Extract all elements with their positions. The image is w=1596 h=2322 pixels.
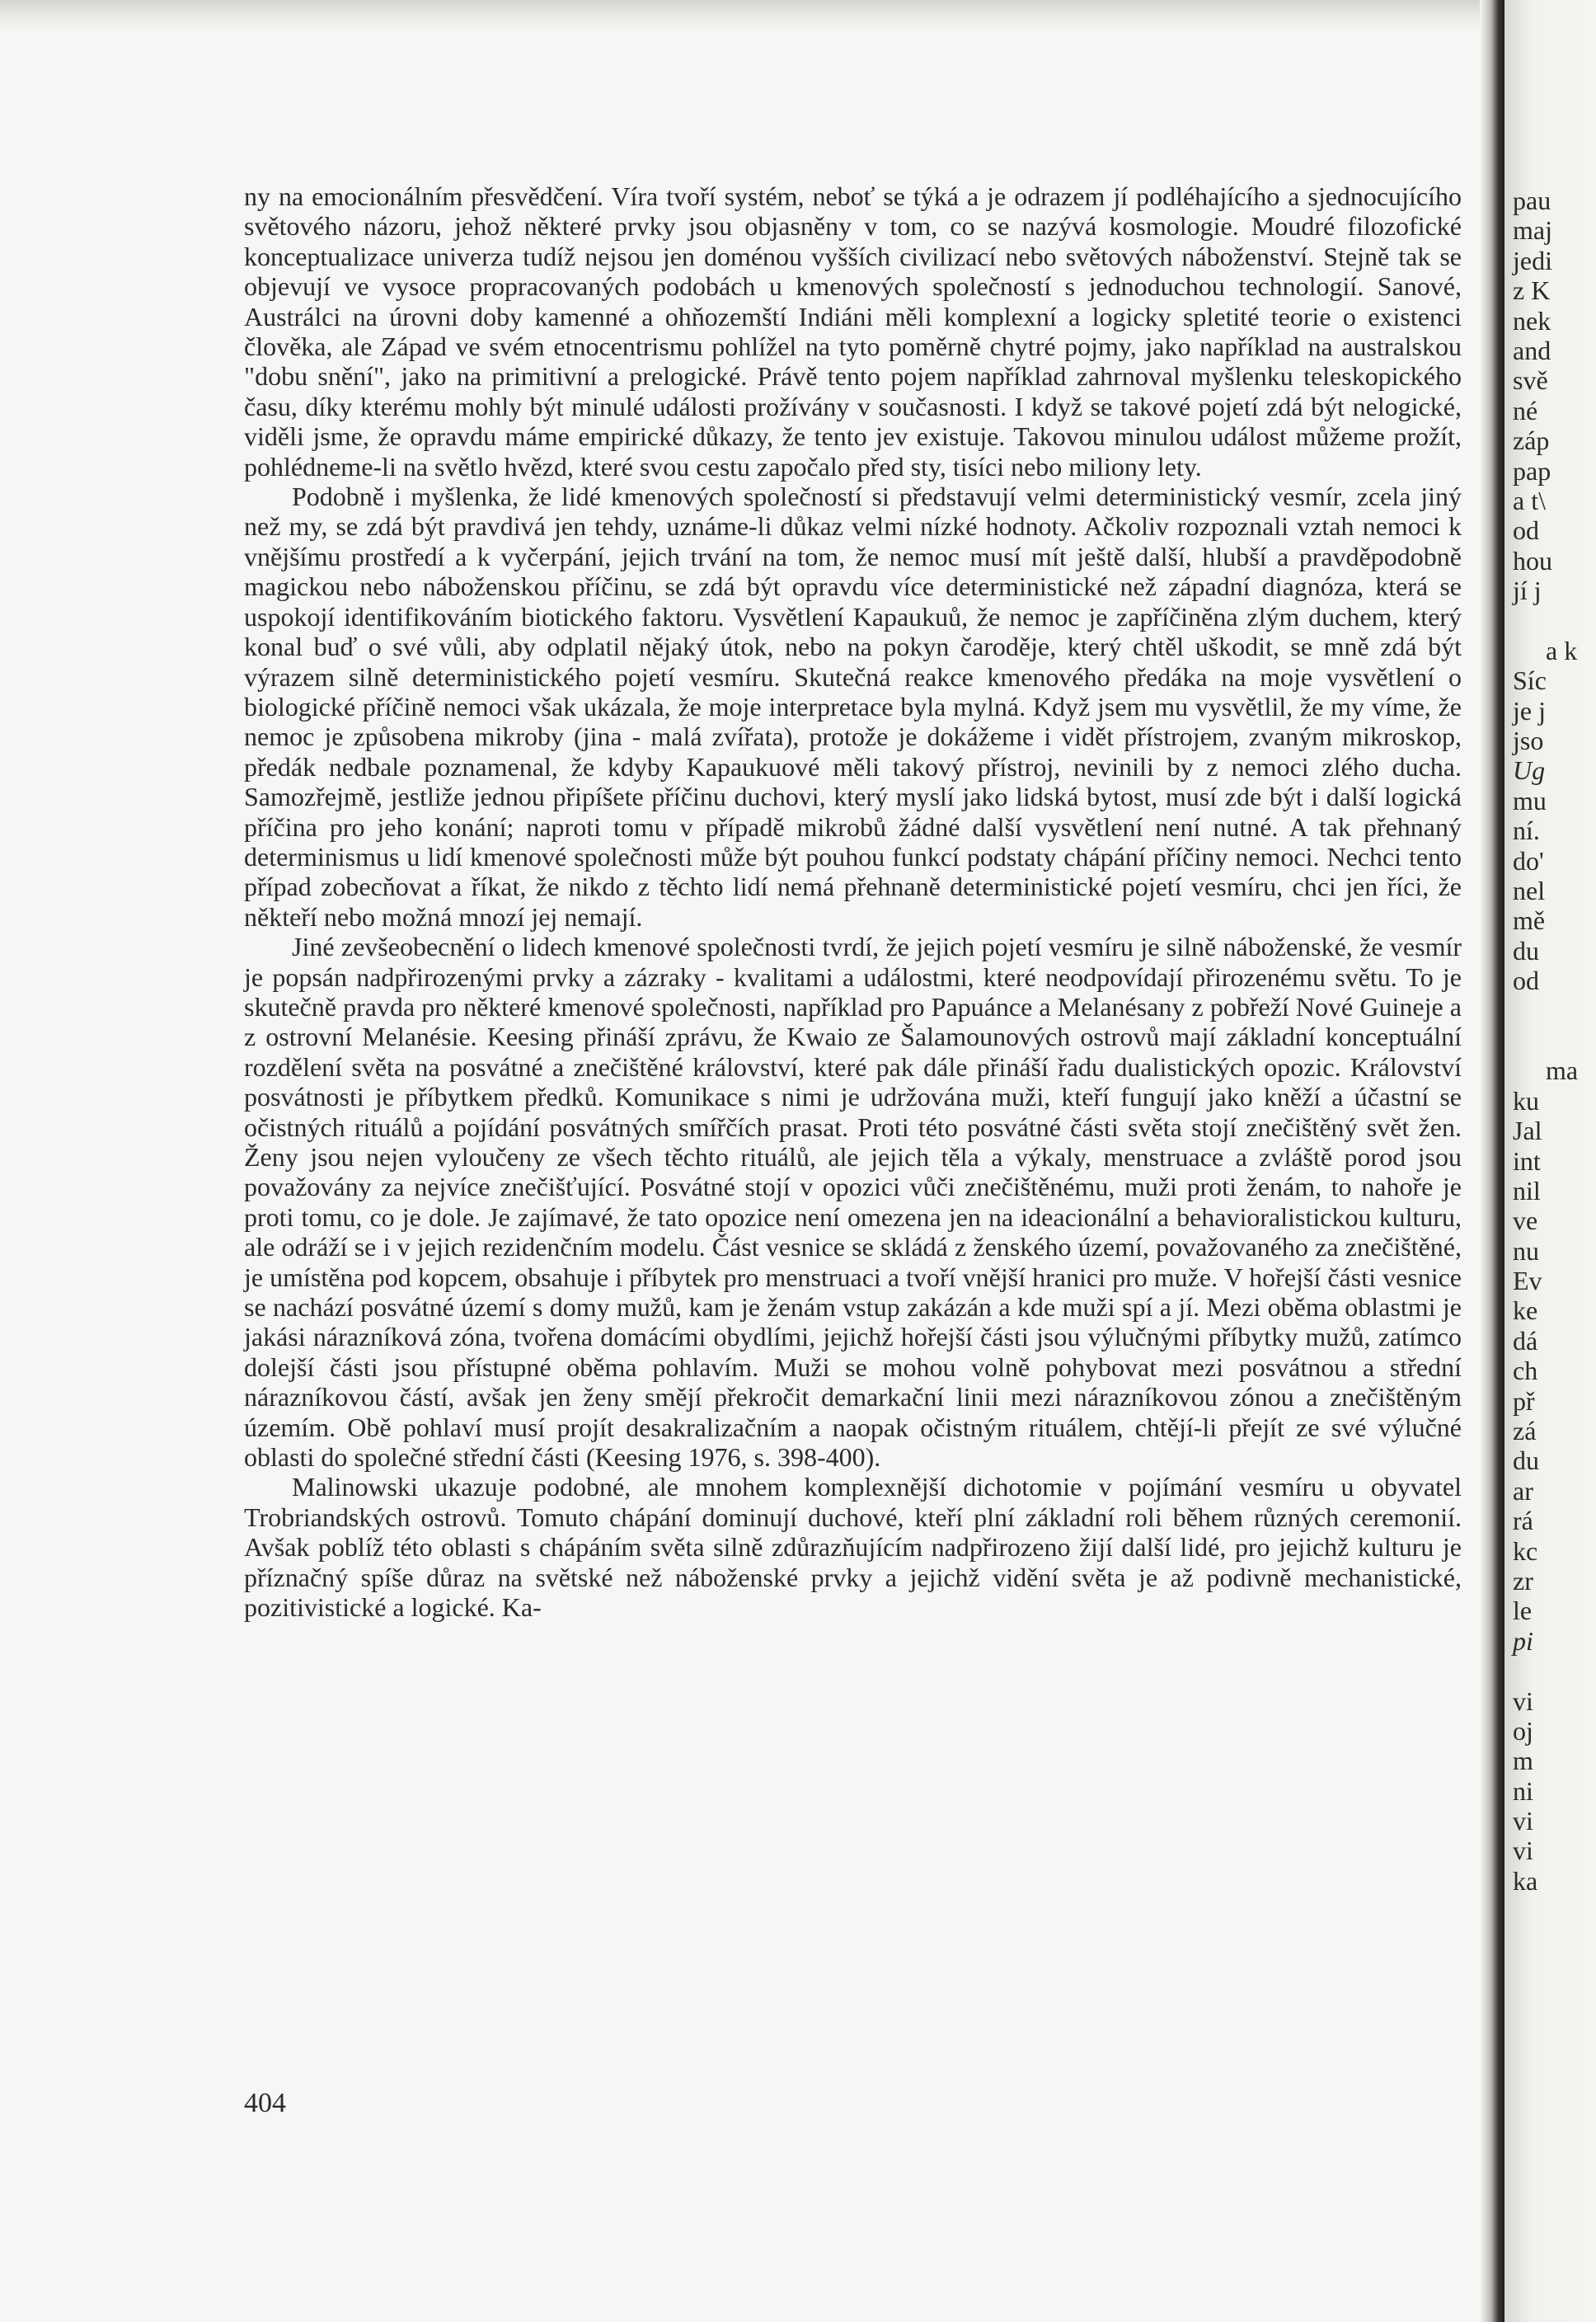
facing-page-line: ma: [1546, 1055, 1579, 1086]
facing-page-line: mu: [1513, 785, 1547, 816]
facing-page-line: a k: [1546, 635, 1578, 665]
facing-page-line: né: [1513, 395, 1538, 425]
paragraph-1: ny na emocionálním přesvědčení. Víra tvoří systém, neboť se týká a je odrazem jí podléhajícího a sjednocujícího světového názoru, jehož některé prvky jsou objasněny v tom, co se nazývá kosmologie. Moudré filozofické konceptualizace univerza tudíž nejsou jen doménou vyšších civilizací nebo světových náboženství. Stejně tak se objevují ve vysoce propracovaných podobách u kmenových společností s jednoduchou technologií. Sanové, Austrálci na úrovni doby kamenné a ohňozemští Indiáni měli komplexní a logicky spletité teorie o existenci člověka, ale Západ ve svém etnocentrismu pohlížel na tyto poměrně chytré pojmy, jako například na australskou "dobu snění", jako na primitivní a prelogické. Právě tento pojem například zahrnoval myšlenku teleskopického času, díky kterému mohly být minulé události prožívány v současnosti. I když se takové pojetí zdá být nelogické, viděli jsme, že opravdu máme empirické důkazy, že tento jev existuje. Takovou minulou událost můžeme prožít, pohlédneme-li na světlo hvězd, které svou cestu započalo před sty, tisíci nebo miliony lety.: [244, 181, 1462, 482]
facing-page-line: od: [1513, 515, 1539, 546]
book-binding-gutter: [1480, 0, 1504, 2322]
facing-page-line: a t\: [1513, 485, 1546, 515]
facing-page-line: ke: [1513, 1295, 1538, 1326]
facing-page-line: jso: [1513, 726, 1544, 756]
scan-top-shadow: [0, 0, 1596, 31]
facing-page-line: le: [1513, 1596, 1533, 1626]
facing-page-line: mě: [1513, 905, 1546, 936]
facing-page-line: jí j: [1513, 576, 1542, 606]
facing-page-line: nek: [1513, 305, 1551, 336]
facing-page-line: nu: [1513, 1235, 1539, 1266]
facing-page-line: rá: [1513, 1506, 1533, 1536]
facing-page-line: ní.: [1513, 816, 1540, 846]
facing-page-line: [1513, 1026, 1578, 1055]
main-text-column: [244, 181, 1462, 1623]
facing-page-line: ar: [1513, 1475, 1533, 1506]
facing-page-edge: [1504, 0, 1596, 2322]
facing-page-line: Ev: [1513, 1266, 1542, 1296]
facing-page-line: od: [1513, 966, 1539, 996]
facing-page-line: zr: [1513, 1565, 1533, 1596]
facing-page-line: du: [1513, 935, 1539, 966]
facing-page-line: z K: [1513, 275, 1551, 306]
paragraph-2: Podobně i myšlenka, že lidé kmenových společností si představují velmi deterministický vesmír, zcela jiný než my, se zdá být pravdivá jen tehdy, uznáme-li důkaz velmi nízké hodnoty. Ačkoliv rozpoznali vztah nemoci k vnějšímu prostředí a k vyčerpání, jejich trvání na tom, že nemoc musí mít ještě další, hlubší a pravděpodobně magickou nebo náboženskou příčinu, se zdá být opravdu více deterministické než západní diagnóza, která se uspokojí identifikováním biotického faktoru. Vysvětlení Kapaukuů, že nemoc je zapříčiněna zlým duchem, který konal buď o své vůli, aby odplatil nějaký útok, nebo na pokyn čaroděje, který chtěl uškodit, se mně zdá být výrazem silně deterministického pojetí vesmíru. Skutečná reakce kmenového předáka na moje vysvětlení o biologické příčině nemoci však ukázala, že moje interpretace byla mylná. Když jsem mu vysvětlil, že my víme, že nemoc je způsobena mikroby (jina - malá zvířata), protože je dokážeme i vidět přístrojem, zvaným mikroskop, předák nedbale poznamenal, že kdyby Kapaukuové měli takový přístroj, nevinili by z nemoci zlého ducha. Samozřejmě, jestliže jednou připíšete příčinu duchovi, který myslí jako lidská bytost, musí zde být i další logická příčina pro jeho konání; naproti tomu v případě mikrobů žádné další vysvětlení není nutné. A tak přehnaný determinismus u lidí kmenové společnosti může být pouhou funkcí podstaty chápání příčiny nemoci. Nechci tento případ zobecňovat a říkat, že nikdo z těchto lidí nemá přehnaně deterministické pojetí vesmíru, chci jen říci, že někteří nebo možná mnozí jej nemají.: [244, 482, 1462, 932]
facing-page-line: ch: [1513, 1356, 1538, 1386]
page-number: 404: [244, 2088, 286, 2118]
paragraph-4: Malinowski ukazuje podobné, ale mnohem komplexnější dichotomie v pojímání vesmíru u obyvatel Trobriandských ostrovů. Tomuto chápání dominují duchové, kteří plní základní roli během různých ceremonií. Avšak poblíž této oblasti s chápáním světa silně zdůrazňujícím nadpřirozeno žijí další lidé, pro jejichž kulturu je příznačný spíše důraz na světské než náboženské prvky a jejichž vidění světa je až podivně mechanistické, pozitivistické a logické. Ka-: [244, 1472, 1462, 1623]
facing-page-line: Síc: [1513, 665, 1547, 696]
facing-page-line: ku: [1513, 1085, 1539, 1116]
facing-page-line: maj: [1513, 215, 1552, 246]
facing-page-line: dá: [1513, 1325, 1538, 1356]
facing-page-line: pap: [1513, 455, 1551, 486]
facing-page-line: př: [1513, 1385, 1535, 1416]
facing-page-line: pau: [1513, 186, 1551, 215]
facing-page-line: int: [1513, 1145, 1541, 1176]
facing-page-line: záp: [1513, 425, 1550, 456]
facing-page-line: du: [1513, 1445, 1539, 1476]
facing-page-line: nel: [1513, 875, 1546, 905]
facing-page-line: ni: [1513, 1775, 1533, 1806]
facing-page-line: Ug: [1513, 755, 1546, 786]
facing-page-line: m: [1513, 1746, 1533, 1776]
facing-page-line: [1513, 1656, 1578, 1685]
facing-page-line: ve: [1513, 1206, 1538, 1236]
facing-page-line: oj: [1513, 1715, 1533, 1746]
paragraph-3: Jiné zevšeobecnění o lidech kmenové společnosti tvrdí, že jejich pojetí vesmíru je silně náboženské, že vesmír je popsán nadpřirozenými prvky a zázraky - kvalitami a událostmi, které neodpovídají přirozenému světu. To je skutečně pravda pro některé kmenové společnosti, například pro Papuánce a Melanésany z pobřeží Nové Guineje a z ostrovní Melanésie. Keesing přináší zprávu, že Kwaio ze Šalamounových ostrovů mají základní konceptuální rozdělení světa na posvátné a znečištěné království, které pak dále přináší řadu dualistických opozic. Království posvátnosti je příbytkem předků. Komunikace s nimi je udržována muži, kteří fungují jako kněží a účastní se očistných rituálů a pojídání posvátných smířčích prasat. Proti této posvátné části světa stojí znečištěný svět žen. Ženy jsou nejen vyloučeny ze všech těchto rituálů, ale jejich těla a výkaly, menstruace a zvláště porod jsou považovány za nejvíce znečišťující. Posvátné stojí v opozici vůči znečištěnému, muži proti ženám, to nahoře je proti tomu, co je dole. Je zajímavé, že tato opozice není omezena jen na ideacionální a behavioralistickou kulturu, ale odráží se i v jejich rezidenčním modelu. Část vesnice se skládá z ženského území, považovaného za znečištěné, je umístěna pod kopcem, obsahuje i příbytek pro menstruaci a tvoří vnější hranici pro muže. V hořejší části vesnice se nachází posvátné území s domy mužů, kam je ženám vstup zakázán a kde muži spí a jí. Mezi oběma oblastmi je jakási nárazníková zóna, tvořena domácími obydlími, jejichž hořejší části jsou výlučnými příbytky mužů, zatímco dolejší části jsou přístupné oběma pohlavím. Muži se mohou volně pohybovat mezi posvátnou a střední nárazníkovou částí, avšak jen ženy smějí překročit demarkační linii mezi nárazníkovou zónou a znečištěným územím. Obě pohlaví musí projít desakralizačním a naopak očistným rituálem, chtějí-li přejít ze své výlučné oblasti do společné střední části (Keesing 1976, s. 398-400).: [244, 932, 1462, 1473]
facing-page-line: je j: [1513, 695, 1546, 726]
facing-page-line: vi: [1513, 1836, 1533, 1866]
facing-page-line: zá: [1513, 1416, 1537, 1446]
facing-page-line: hou: [1513, 545, 1552, 576]
facing-page-line: ka: [1513, 1865, 1538, 1896]
facing-page-text: [1513, 186, 1578, 1896]
facing-page-line: [1513, 605, 1578, 635]
facing-page-line: [1513, 996, 1578, 1026]
facing-page-line: nil: [1513, 1175, 1541, 1206]
facing-page-line: and: [1513, 335, 1551, 365]
facing-page-line: do': [1513, 845, 1544, 876]
facing-page-line: vi: [1513, 1685, 1533, 1716]
facing-page-line: Jal: [1513, 1116, 1542, 1146]
facing-page-line: jedi: [1513, 245, 1552, 275]
facing-page-line: pi: [1513, 1625, 1533, 1656]
facing-page-line: svě: [1513, 365, 1548, 396]
facing-page-line: kc: [1513, 1535, 1538, 1566]
facing-page-line: vi: [1513, 1806, 1533, 1836]
